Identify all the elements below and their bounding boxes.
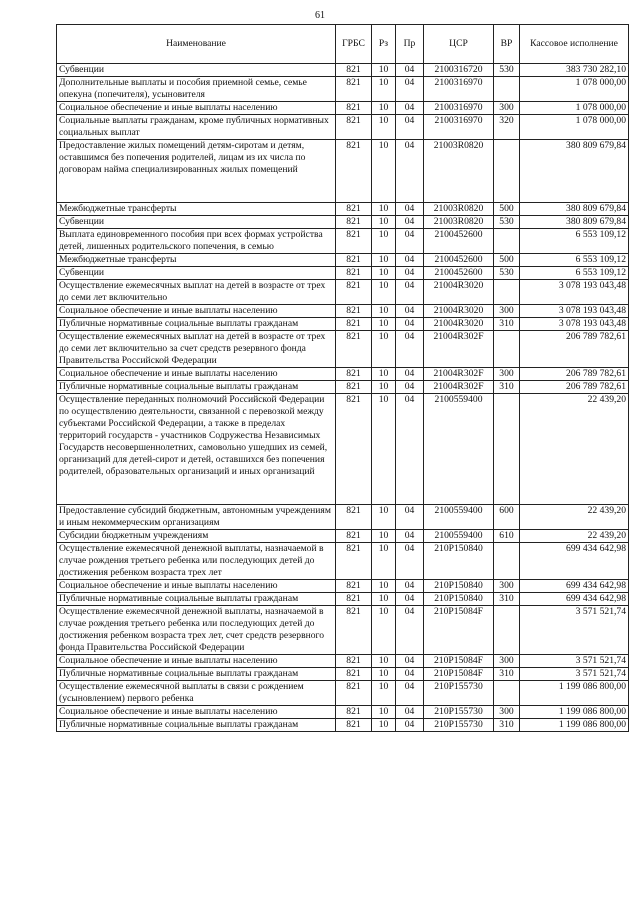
cell-csr: 2100316970 (424, 77, 494, 102)
cell-pr: 04 (396, 681, 424, 706)
cell-csr: 210P150840 (424, 593, 494, 606)
cell-amount: 3 571 521,74 (520, 668, 629, 681)
cell-pr: 04 (396, 543, 424, 580)
cell-grbs: 821 (336, 331, 372, 368)
table-row (57, 77, 629, 102)
cell-pr: 04 (396, 668, 424, 681)
cell-vr (494, 606, 520, 655)
cell-name: Осуществление ежемесячных выплат на детей в возрасте от трех до семи лет включительно (57, 280, 336, 305)
cell-csr: 2100559400 (424, 530, 494, 543)
cell-pr: 04 (396, 216, 424, 229)
cell-grbs: 821 (336, 280, 372, 305)
cell-rz: 10 (372, 593, 396, 606)
cell-vr: 300 (494, 580, 520, 593)
cell-pr: 04 (396, 381, 424, 394)
cell-amount: 6 553 109,12 (520, 267, 629, 280)
cell-amount: 1 078 000,00 (520, 77, 629, 102)
cell-csr: 21003R0820 (424, 203, 494, 216)
cell-name: Публичные нормативные социальные выплаты гражданам (57, 318, 336, 331)
cell-amount: 383 730 282,10 (520, 64, 629, 77)
table-row (57, 64, 629, 77)
header-vr: ВР (494, 25, 520, 64)
cell-csr: 2100452600 (424, 267, 494, 280)
table-row (57, 305, 629, 318)
cell-vr: 310 (494, 668, 520, 681)
cell-csr: 2100452600 (424, 229, 494, 254)
cell-csr: 2100559400 (424, 394, 494, 505)
table-row (57, 331, 629, 368)
cell-vr (494, 331, 520, 368)
cell-grbs: 821 (336, 140, 372, 203)
cell-csr: 210P15084F (424, 655, 494, 668)
cell-vr: 600 (494, 505, 520, 530)
cell-amount: 3 078 193 043,48 (520, 280, 629, 305)
cell-csr: 21004R3020 (424, 280, 494, 305)
cell-grbs: 821 (336, 77, 372, 102)
cell-csr: 21004R302F (424, 381, 494, 394)
table-header-row (57, 25, 629, 64)
cell-pr: 04 (396, 254, 424, 267)
cell-amount: 1 199 086 800,00 (520, 706, 629, 719)
cell-pr: 04 (396, 318, 424, 331)
cell-amount: 6 553 109,12 (520, 254, 629, 267)
cell-amount: 1 199 086 800,00 (520, 681, 629, 706)
cell-grbs: 821 (336, 681, 372, 706)
cell-csr: 210P150840 (424, 580, 494, 593)
cell-pr: 04 (396, 593, 424, 606)
cell-vr: 530 (494, 64, 520, 77)
cell-amount: 3 078 193 043,48 (520, 318, 629, 331)
cell-pr: 04 (396, 229, 424, 254)
cell-name: Публичные нормативные социальные выплаты гражданам (57, 668, 336, 681)
table-row (57, 368, 629, 381)
cell-rz: 10 (372, 668, 396, 681)
table-row (57, 140, 629, 203)
cell-name: Осуществление ежемесячной денежной выплаты, назначаемой в случае рождения третьего ребенка или последующих детей до достижения ребенком возраста трех лет, счет средств резервного фонда Правительства Российской Федерации (57, 606, 336, 655)
cell-vr: 530 (494, 267, 520, 280)
cell-csr: 210P155730 (424, 681, 494, 706)
cell-rz: 10 (372, 505, 396, 530)
cell-vr: 300 (494, 102, 520, 115)
cell-name: Осуществление ежемесячной выплаты в связи с рождением (усыновлением) первого ребенка (57, 681, 336, 706)
cell-grbs: 821 (336, 394, 372, 505)
cell-pr: 04 (396, 505, 424, 530)
cell-name: Социальное обеспечение и иные выплаты населению (57, 102, 336, 115)
table-row (57, 543, 629, 580)
cell-grbs: 821 (336, 606, 372, 655)
cell-csr: 21003R0820 (424, 216, 494, 229)
cell-rz: 10 (372, 140, 396, 203)
cell-rz: 10 (372, 229, 396, 254)
cell-name: Публичные нормативные социальные выплаты гражданам (57, 593, 336, 606)
cell-vr: 300 (494, 706, 520, 719)
cell-vr (494, 140, 520, 203)
cell-amount: 206 789 782,61 (520, 368, 629, 381)
cell-pr: 04 (396, 706, 424, 719)
cell-pr: 04 (396, 280, 424, 305)
cell-rz: 10 (372, 580, 396, 593)
cell-pr: 04 (396, 64, 424, 77)
table-row (57, 216, 629, 229)
cell-rz: 10 (372, 280, 396, 305)
cell-pr: 04 (396, 368, 424, 381)
cell-rz: 10 (372, 102, 396, 115)
page-number: 61 (315, 10, 325, 21)
cell-vr (494, 681, 520, 706)
cell-amount: 206 789 782,61 (520, 381, 629, 394)
cell-vr (494, 77, 520, 102)
table-row (57, 530, 629, 543)
cell-csr: 2100452600 (424, 254, 494, 267)
cell-rz: 10 (372, 305, 396, 318)
cell-name: Публичные нормативные социальные выплаты гражданам (57, 719, 336, 732)
table-row (57, 706, 629, 719)
cell-rz: 10 (372, 719, 396, 732)
cell-vr (494, 543, 520, 580)
cell-pr: 04 (396, 267, 424, 280)
cell-grbs: 821 (336, 719, 372, 732)
cell-vr: 530 (494, 216, 520, 229)
table-row (57, 229, 629, 254)
cell-rz: 10 (372, 543, 396, 580)
cell-vr: 300 (494, 305, 520, 318)
cell-vr: 310 (494, 593, 520, 606)
cell-csr: 21003R0820 (424, 140, 494, 203)
cell-pr: 04 (396, 77, 424, 102)
cell-vr (494, 394, 520, 505)
table-row (57, 254, 629, 267)
cell-rz: 10 (372, 368, 396, 381)
cell-csr: 21004R3020 (424, 305, 494, 318)
cell-csr: 210P155730 (424, 719, 494, 732)
cell-vr (494, 229, 520, 254)
budget-execution-table (56, 24, 629, 732)
cell-name: Субсидии бюджетным учреждениям (57, 530, 336, 543)
cell-grbs: 821 (336, 203, 372, 216)
cell-rz: 10 (372, 706, 396, 719)
cell-name: Осуществление ежемесячной денежной выплаты, назначаемой в случае рождения третьего ребенка или последующих детей до достижения ребенком возраста трех лет (57, 543, 336, 580)
table-row (57, 280, 629, 305)
table-row (57, 394, 629, 505)
cell-name: Социальное обеспечение и иные выплаты населению (57, 368, 336, 381)
cell-name: Предоставление субсидий бюджетным, автономным учреждениям и иным некоммерческим организациям (57, 505, 336, 530)
cell-grbs: 821 (336, 318, 372, 331)
cell-name: Осуществление ежемесячных выплат на детей в возрасте от трех до семи лет включительно за счет средств резервного фонда Правительства Российской Федерации (57, 331, 336, 368)
cell-pr: 04 (396, 140, 424, 203)
cell-name: Субвенции (57, 64, 336, 77)
header-grbs: ГРБС (336, 25, 372, 64)
header-name: Наименование (57, 25, 336, 64)
cell-name: Социальное обеспечение и иные выплаты населению (57, 706, 336, 719)
cell-rz: 10 (372, 331, 396, 368)
cell-amount: 22 439,20 (520, 394, 629, 505)
cell-rz: 10 (372, 318, 396, 331)
cell-grbs: 821 (336, 668, 372, 681)
cell-pr: 04 (396, 305, 424, 318)
cell-name: Социальное обеспечение и иные выплаты населению (57, 305, 336, 318)
cell-rz: 10 (372, 681, 396, 706)
cell-name: Предоставление жилых помещений детям-сиротам и детям, оставшимся без попечения родителей, лицам из их числа по договорам найма специализированных жилых помещений (57, 140, 336, 203)
cell-name: Субвенции (57, 267, 336, 280)
cell-csr: 2100559400 (424, 505, 494, 530)
cell-vr: 610 (494, 530, 520, 543)
cell-grbs: 821 (336, 381, 372, 394)
cell-amount: 206 789 782,61 (520, 331, 629, 368)
table-row (57, 668, 629, 681)
cell-amount: 1 199 086 800,00 (520, 719, 629, 732)
cell-rz: 10 (372, 254, 396, 267)
cell-name: Субвенции (57, 216, 336, 229)
cell-pr: 04 (396, 115, 424, 140)
cell-pr: 04 (396, 102, 424, 115)
header-csr: ЦСР (424, 25, 494, 64)
cell-rz: 10 (372, 381, 396, 394)
cell-pr: 04 (396, 394, 424, 505)
cell-rz: 10 (372, 77, 396, 102)
cell-rz: 10 (372, 267, 396, 280)
cell-name: Социальные выплаты гражданам, кроме публичных нормативных социальных выплат (57, 115, 336, 140)
cell-grbs: 821 (336, 254, 372, 267)
cell-pr: 04 (396, 331, 424, 368)
cell-amount: 699 434 642,98 (520, 593, 629, 606)
cell-grbs: 821 (336, 580, 372, 593)
table-row (57, 505, 629, 530)
table-row (57, 381, 629, 394)
cell-amount: 1 078 000,00 (520, 102, 629, 115)
cell-amount: 3 078 193 043,48 (520, 305, 629, 318)
cell-grbs: 821 (336, 267, 372, 280)
cell-amount: 3 571 521,74 (520, 606, 629, 655)
cell-vr: 310 (494, 381, 520, 394)
cell-grbs: 821 (336, 530, 372, 543)
cell-csr: 21004R302F (424, 368, 494, 381)
cell-amount: 1 078 000,00 (520, 115, 629, 140)
cell-vr (494, 280, 520, 305)
cell-vr: 500 (494, 254, 520, 267)
table-row (57, 593, 629, 606)
cell-amount: 380 809 679,84 (520, 216, 629, 229)
cell-amount: 699 434 642,98 (520, 580, 629, 593)
cell-rz: 10 (372, 394, 396, 505)
cell-amount: 22 439,20 (520, 505, 629, 530)
cell-vr: 500 (494, 203, 520, 216)
cell-pr: 04 (396, 530, 424, 543)
cell-name: Осуществление переданных полномочий Российской Федерации по осуществлению деятельности, связанной с перевозкой между субъектами Российской Федерации, а также в пределах территорий государств - участников Содружества Независимых Государств несовершеннолетних, самовольно ушедших из семей, организаций для детей-сирот и детей, оставшихся без попечения родителей, образовательных организаций и иных организаций (57, 394, 336, 505)
table-row (57, 681, 629, 706)
cell-rz: 10 (372, 606, 396, 655)
header-rz: Рз (372, 25, 396, 64)
table-row (57, 606, 629, 655)
cell-pr: 04 (396, 203, 424, 216)
cell-name: Социальное обеспечение и иные выплаты населению (57, 655, 336, 668)
cell-name: Публичные нормативные социальные выплаты гражданам (57, 381, 336, 394)
cell-pr: 04 (396, 606, 424, 655)
cell-vr: 310 (494, 719, 520, 732)
cell-csr: 21004R302F (424, 331, 494, 368)
cell-rz: 10 (372, 203, 396, 216)
header-pr: Пр (396, 25, 424, 64)
cell-grbs: 821 (336, 64, 372, 77)
cell-csr: 210P15084F (424, 606, 494, 655)
table-row (57, 719, 629, 732)
table-row (57, 580, 629, 593)
cell-grbs: 821 (336, 593, 372, 606)
cell-grbs: 821 (336, 229, 372, 254)
cell-name: Межбюджетные трансферты (57, 203, 336, 216)
cell-grbs: 821 (336, 505, 372, 530)
cell-csr: 210P155730 (424, 706, 494, 719)
cell-grbs: 821 (336, 368, 372, 381)
cell-pr: 04 (396, 580, 424, 593)
cell-amount: 6 553 109,12 (520, 229, 629, 254)
cell-rz: 10 (372, 530, 396, 543)
cell-vr: 320 (494, 115, 520, 140)
cell-name: Дополнительные выплаты и пособия приемной семье, семье опекуна (попечителя), усыновителя (57, 77, 336, 102)
cell-csr: 210P150840 (424, 543, 494, 580)
cell-name: Выплата единовременного пособия при всех формах устройства детей, лишенных родительского попечения, в семью (57, 229, 336, 254)
cell-grbs: 821 (336, 216, 372, 229)
cell-vr: 310 (494, 318, 520, 331)
table-row (57, 203, 629, 216)
cell-vr: 300 (494, 655, 520, 668)
cell-amount: 380 809 679,84 (520, 140, 629, 203)
cell-amount: 380 809 679,84 (520, 203, 629, 216)
cell-pr: 04 (396, 655, 424, 668)
cell-csr: 2100316970 (424, 115, 494, 140)
cell-grbs: 821 (336, 115, 372, 140)
cell-csr: 210P15084F (424, 668, 494, 681)
table-row (57, 115, 629, 140)
cell-name: Социальное обеспечение и иные выплаты населению (57, 580, 336, 593)
table-row (57, 102, 629, 115)
cell-rz: 10 (372, 655, 396, 668)
cell-vr: 300 (494, 368, 520, 381)
cell-csr: 2100316970 (424, 102, 494, 115)
cell-amount: 22 439,20 (520, 530, 629, 543)
cell-csr: 2100316720 (424, 64, 494, 77)
cell-amount: 699 434 642,98 (520, 543, 629, 580)
header-amount: Кассовое исполнение (520, 25, 629, 64)
cell-grbs: 821 (336, 706, 372, 719)
cell-grbs: 821 (336, 543, 372, 580)
cell-grbs: 821 (336, 102, 372, 115)
cell-grbs: 821 (336, 305, 372, 318)
cell-pr: 04 (396, 719, 424, 732)
table-row (57, 318, 629, 331)
table-row (57, 267, 629, 280)
cell-rz: 10 (372, 64, 396, 77)
cell-name: Межбюджетные трансферты (57, 254, 336, 267)
cell-amount: 3 571 521,74 (520, 655, 629, 668)
cell-csr: 21004R3020 (424, 318, 494, 331)
cell-rz: 10 (372, 115, 396, 140)
cell-grbs: 821 (336, 655, 372, 668)
cell-rz: 10 (372, 216, 396, 229)
table-row (57, 655, 629, 668)
